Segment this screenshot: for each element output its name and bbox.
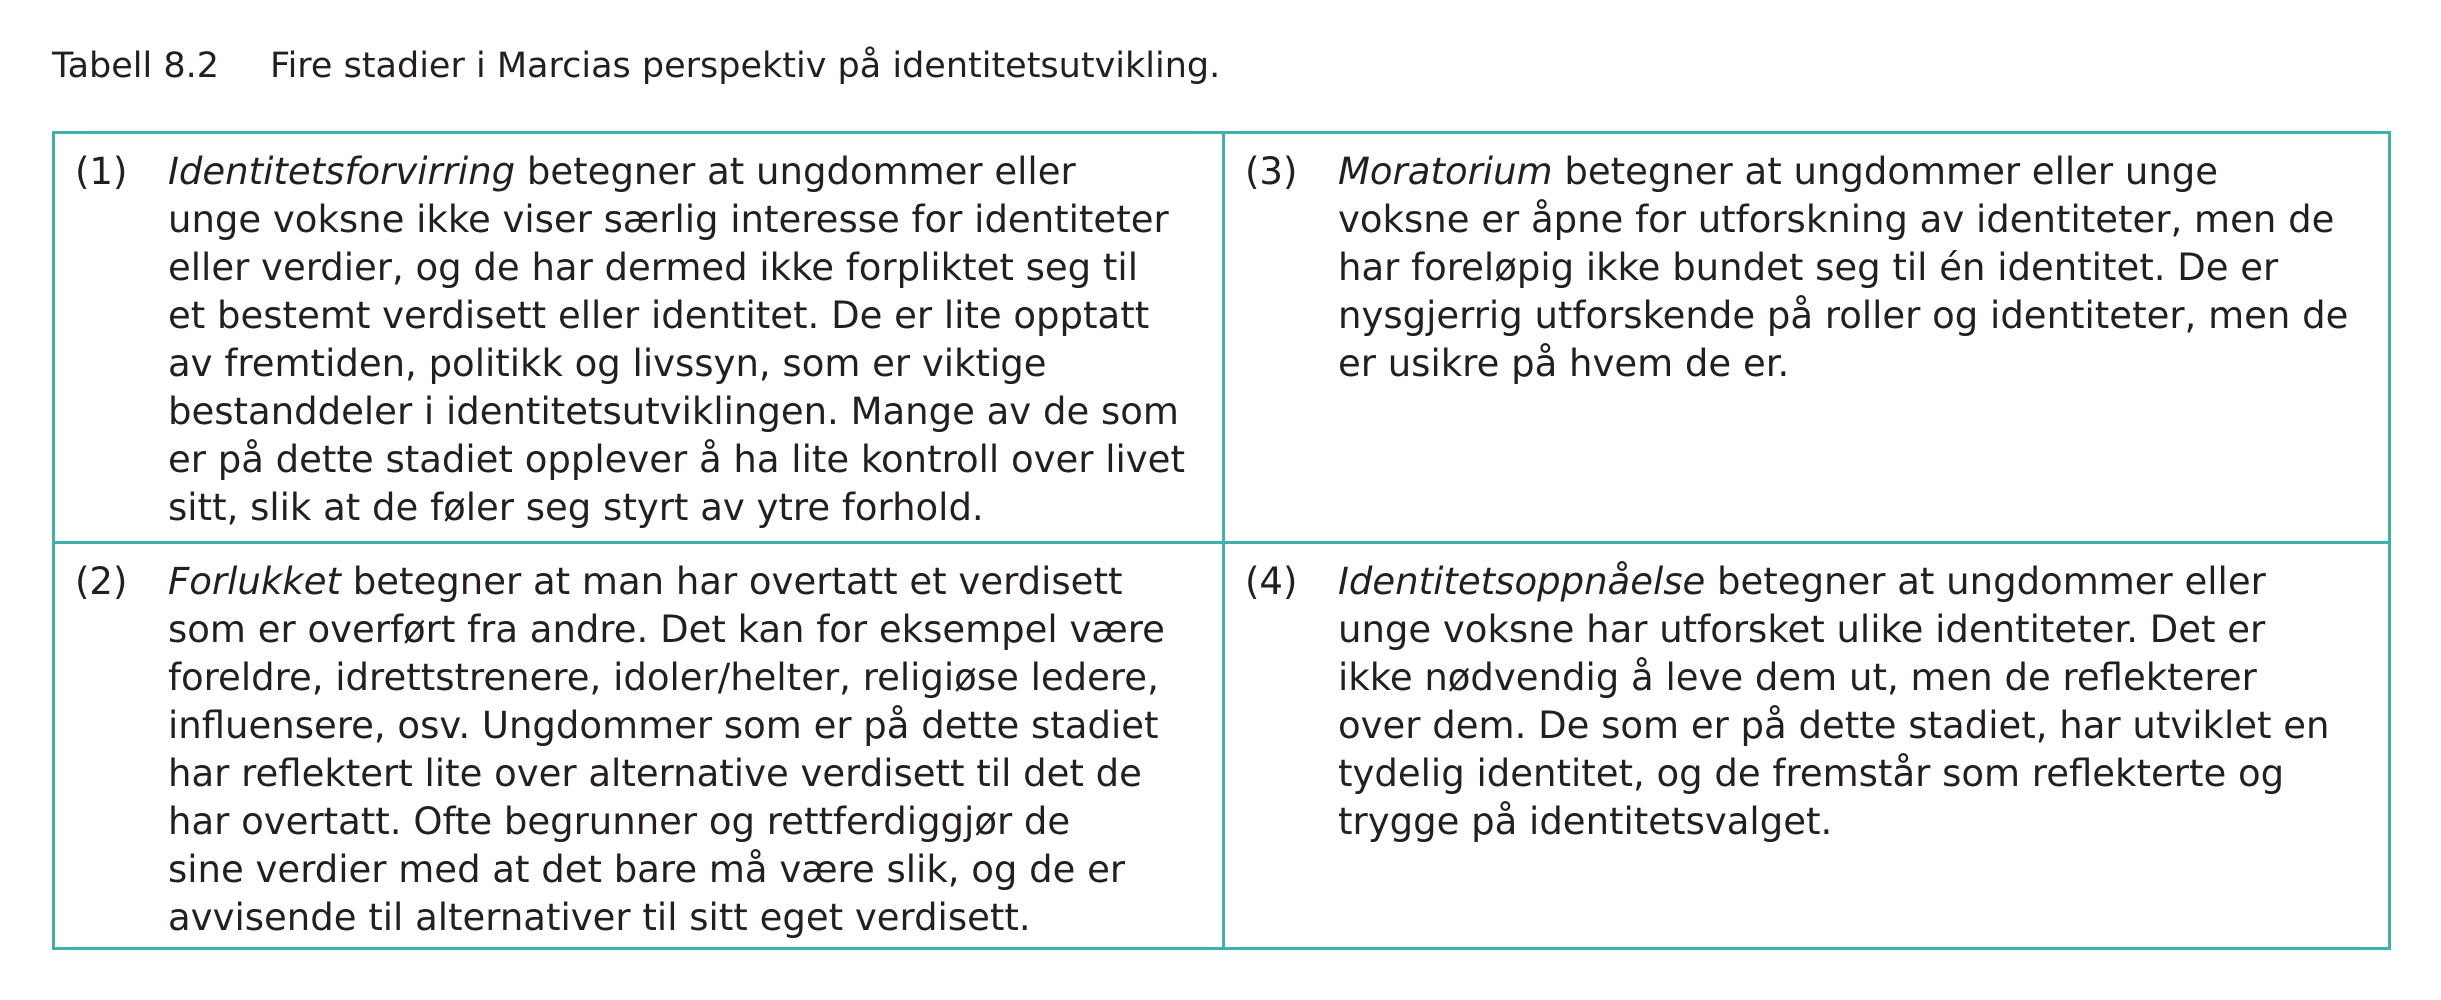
stage-number: (2) <box>75 560 128 603</box>
stage-number: (1) <box>75 150 128 193</box>
stage-term: Identitetsoppnåelse <box>1338 560 1706 603</box>
description-line: ikke nødvendig å leve dem ut, men de reflekterer <box>1338 656 2257 699</box>
description-line: sine verdier med at det bare må være slik, og de er <box>168 848 1126 891</box>
stage-description <box>1338 558 2374 846</box>
description-line: er usikre på hvem de er. <box>1338 342 1790 385</box>
stage-term: Forlukket <box>168 560 341 603</box>
description-line: av fremtiden, politikk og livssyn, som er viktige <box>168 342 1047 385</box>
description-line: er på dette stadiet opplever å ha lite kontroll over livet <box>168 438 1185 481</box>
description-line: har reflektert lite over alternative verdisett til det de <box>168 752 1142 795</box>
description-line: Moratorium betegner at ungdommer eller unge <box>1338 150 2219 193</box>
table-cell-identity-diffusion <box>55 134 1225 544</box>
table-cell-foreclosure <box>55 544 1225 947</box>
description-line: foreldre, idrettstrenere, idoler/helter, religiøse ledere, <box>168 656 1159 699</box>
stage-number: (4) <box>1245 560 1298 603</box>
table-cell-moratorium <box>1225 134 2388 544</box>
description-line: avvisende til alternativer til sitt eget verdisett. <box>168 896 1031 939</box>
description-line: unge voksne ikke viser særlig interesse for identiteter <box>168 198 1169 241</box>
description-line: unge voksne har utforsket ulike identiteter. Det er <box>1338 608 2266 651</box>
stage-term: Identitetsforvirring <box>168 150 516 193</box>
stage-description <box>1338 148 2374 388</box>
description-line: Identitetsoppnåelse betegner at ungdommer eller <box>1338 560 2266 603</box>
description-line: nysgjerrig utforskende på roller og identiteter, men de <box>1338 294 2349 337</box>
description-line: eller verdier, og de har dermed ikke forpliktet seg til <box>168 246 1138 289</box>
description-line: influensere, osv. Ungdommer som er på dette stadiet <box>168 704 1159 747</box>
table-title: Fire stadier i Marcias perspektiv på identitetsutvikling. <box>270 46 1221 86</box>
table-number: Tabell 8.2 <box>52 46 220 86</box>
description-line: har overtatt. Ofte begrunner og rettferdiggjør de <box>168 800 1071 843</box>
description-line: sitt, slik at de føler seg styrt av ytre forhold. <box>168 486 984 529</box>
description-line: voksne er åpne for utforskning av identiteter, men de <box>1338 198 2335 241</box>
description-line: bestanddeler i identitetsutviklingen. Mange av de som <box>168 390 1179 433</box>
description-line: tydelig identitet, og de fremstår som reflekterte og <box>1338 752 2285 795</box>
table-cell-identity-achievement <box>1225 544 2388 947</box>
stage-description <box>168 558 1208 942</box>
description-line: har foreløpig ikke bundet seg til én identitet. De er <box>1338 246 2279 289</box>
description-line: Identitetsforvirring betegner at ungdommer eller <box>168 150 1076 193</box>
description-line: trygge på identitetsvalget. <box>1338 800 1833 843</box>
stage-description <box>168 148 1208 532</box>
description-line: over dem. De som er på dette stadiet, har utviklet en <box>1338 704 2330 747</box>
table-caption <box>52 42 1220 90</box>
description-line: Forlukket betegner at man har overtatt et verdisett <box>168 560 1123 603</box>
description-line: som er overført fra andre. Det kan for eksempel være <box>168 608 1165 651</box>
stages-table <box>52 131 2391 950</box>
stage-number: (3) <box>1245 150 1298 193</box>
stage-term: Moratorium <box>1338 150 1553 193</box>
description-line: et bestemt verdisett eller identitet. De er lite opptatt <box>168 294 1150 337</box>
